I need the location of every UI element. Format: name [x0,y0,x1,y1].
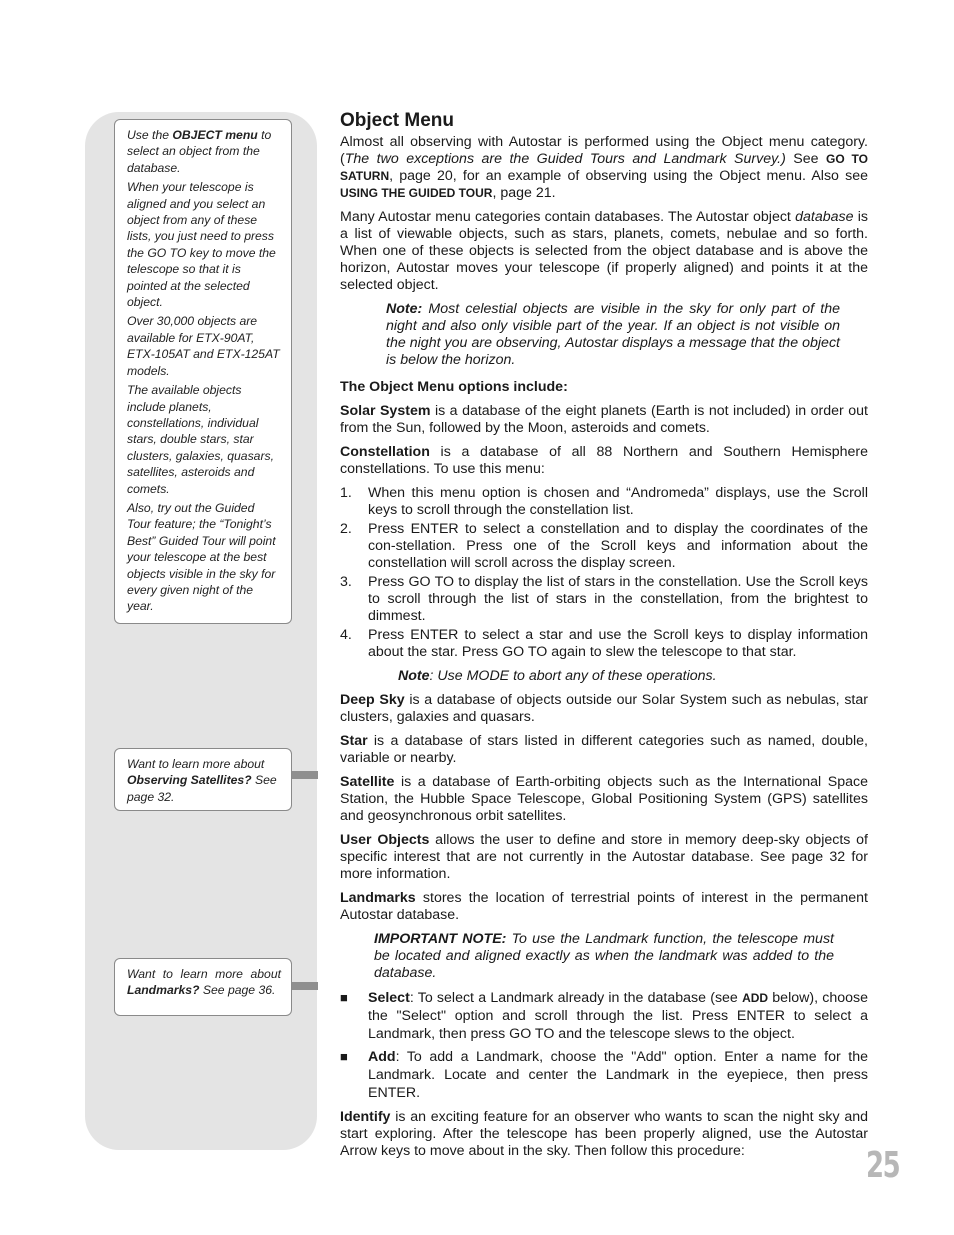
list-item: 3. Press GO TO to display the list of stars in the constellation. Use the Scroll keys to scroll through the list of stars in the constellation, from the brightest to dimmest. [340,574,868,624]
database-paragraph: Many Autostar menu categories contain databases. The Autostar object database is a list of viewable objects, such as stars, planets, comets, nebulae and so forth. When one of these objects is selected from the object database and is above the horizon, Autostar moves your telescope (if properly aligned) and points it at the selected object. [340,209,869,293]
options-heading: The Object Menu options include: [340,379,568,395]
list-item: ■ Add: To add a Landmark, choose the "Add" option. Enter a name for the Landmark. Locate and center the Landmark in the eyepiece, then press ENTER. [340,1049,868,1101]
mode-note: Note: Use MODE to abort any of these operations. [398,668,717,684]
tip-paragraph: Want to learn more about Observing Satellites? See page 32. [127,757,277,804]
tip-paragraph: When your telescope is aligned and you select an object from any of these lists, you just need to press the GO TO key to move the telescope so that it is pointed at the selected object. [127,180,276,310]
list-item: 4. Press ENTER to select a star and use the Scroll keys to display information about the star. Press GO TO again to slew the telescope to that star. [340,627,868,660]
user-objects-paragraph: User Objects allows the user to define and store in memory deep-sky objects of specific interest that are not currently in the Autostar database. See page 32 for more information. [340,832,868,882]
tip-paragraph: Over 30,000 objects are available for ETX-90AT, ETX-105AT and ETX-125AT models. [127,314,280,378]
bullet-icon: ■ [340,990,348,1005]
tip-object-menu [114,119,292,624]
list-item: ■ Select: To select a Landmark already in the database (see ADD below), choose the "Select" option and scroll through the list. Press ENTER to select a Landmark, then press GO TO and the telescope slews to the object. [340,990,868,1042]
tip-connector [292,771,318,779]
section-title: Object Menu [340,110,455,131]
satellite-paragraph: Satellite is a database of Earth-orbiting objects such as the International Space Station, the Hubble Space Telescope, Global Positioning System (GPS) satellites and geosynchronous orbit satellites. [340,774,868,824]
list-item: 1. When this menu option is chosen and “Andromeda” displays, use the Scroll keys to scroll through the constellation list. [340,485,868,518]
tip-connector [292,982,318,990]
landmark-options [340,989,868,1102]
tip-paragraph: Use the OBJECT menu to select an object from the database. [127,128,272,175]
tip-paragraph: Also, try out the Guided Tour feature; the “Tonight’s Best” Guided Tour will point your telescope at the best objects visible in the sky for every given night of the year. [127,500,276,614]
important-note: IMPORTANT NOTE: To use the Landmark function, the telescope must be located and aligned exactly as when the landmark was added to the database. [374,931,834,981]
intro-paragraph: Almost all observing with Autostar is performed using the Object menu category. (The two exceptions are the Guided Tours and Landmark Survey.) See GO TO SATURN, page 20, for an example of observing using the Object menu. Also see USING THE GUIDED TOUR, page 21. [340,134,868,201]
visibility-note: Note: Most celestial objects are visible in the sky for only part of the night and also only visible part of the year. If an object is not visible on the night you are observing, Autostar displays a message that the object is below the horizon. [386,301,840,368]
constellation-steps [340,485,868,661]
list-item: 2. Press ENTER to select a constellation and to display the coordinates of the con-stellation. Press one of the Scroll keys and information about the constellation will scroll across the display screen. [340,521,868,571]
main-content [340,110,868,1167]
page-number: 25 [866,1145,900,1186]
bullet-icon: ■ [340,1049,348,1064]
solar-system-paragraph: Solar System is a database of the eight planets (Earth is not included) in order out from the Sun, followed by the Moon, asteroids and comets. [340,403,868,436]
deep-sky-paragraph: Deep Sky is a database of objects outside our Solar System such as nebulas, star clusters, galaxies and quasars. [340,692,868,725]
star-paragraph: Star is a database of stars listed in different categories such as named, double, variable or nearby. [340,733,868,766]
tip-observing-satellites [114,748,292,811]
tip-paragraph: Want to learn more about Landmarks? See page 36. [127,967,281,998]
constellation-paragraph: Constellation is a database of all 88 Northern and Southern Hemisphere constellations. To use this menu: [340,444,868,477]
tip-landmarks [114,958,292,1016]
tip-paragraph: The available objects include planets, constellations, individual stars, double stars, star clusters, galaxies, quasars, satellites, asteroids and comets. [127,383,274,496]
identify-paragraph: Identify is an exciting feature for an observer who wants to scan the night sky and start exploring. After the telescope has been properly aligned, use the Autostar Arrow keys to move about in the sky. Then follow this procedure: [340,1109,868,1159]
landmarks-paragraph: Landmarks stores the location of terrestrial points of interest in the permanent Autostar database. [340,890,868,923]
